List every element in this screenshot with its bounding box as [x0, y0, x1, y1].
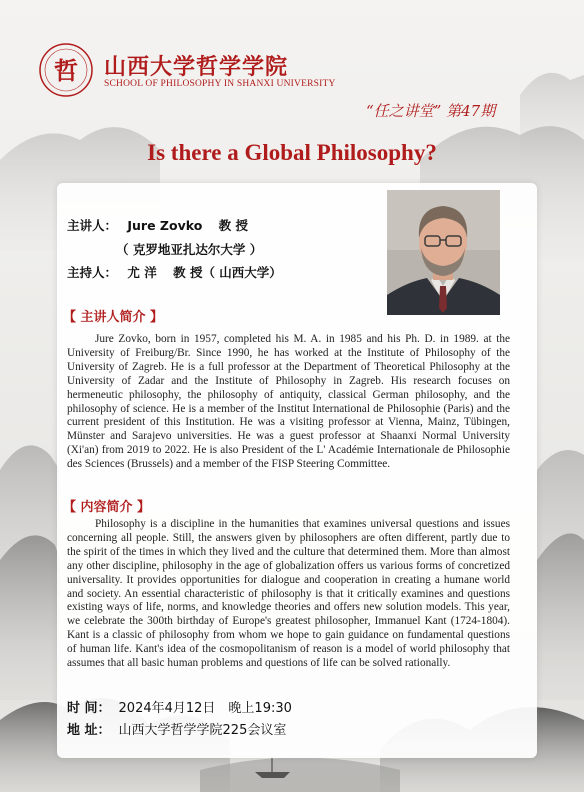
content-paragraph: Philosophy is a discipline in the humanities that examines universal questions and issues concerning all people. Still, the answers given by philosophers are often different, partly due to the spirit of the times in which they lived and the culture that determined them. More than almost any other discipline, philosophy in the age of globalization offers us various forms of concretized universality. It provides opportunities for dialogue and cooperation in creating a humane world and society. An essential characteristic of philosophy is that it critically examines and questions existing ways of life, norms, and knowledge theories and offers new solution models. This year, we celebrate the 300th birthday of Europe's greatest philosopher, Immanuel Kant (1724-1804). Kant is a classic of philosophy from whom we hope to gain guidance on fundamental questions of human life. Kant's idea of the cosmopolitanism of reason is a model of world philosophy that assumes that all basic human problems and questions of life can be solved rationally.	[67, 518, 510, 670]
speaker-affiliation: （ 克罗地亚扎达尔大学 ）	[116, 242, 263, 257]
place-value: 山西大学哲学学院225会议室	[118, 723, 287, 738]
speaker-name: Jure Zovko	[127, 218, 203, 233]
lecture-title: Is there a Global Philosophy?	[147, 140, 437, 165]
host-name: 尤 洋	[127, 265, 157, 280]
event-place	[67, 719, 286, 738]
bio-heading: 【 主讲人简介 】	[63, 310, 164, 325]
lecture-series: “任之讲堂” 第47期	[366, 102, 496, 120]
host-rank: 教 授（ 山西大学）	[173, 265, 282, 280]
host-line	[67, 263, 282, 281]
speaker-rank: 教 授	[218, 218, 249, 233]
content-heading: 【 内容简介 】	[63, 500, 151, 515]
time-label: 时 间：	[67, 701, 111, 716]
host-label: 主持人：	[67, 265, 118, 280]
place-label: 地 址：	[67, 723, 111, 738]
speaker-label: 主讲人：	[67, 218, 118, 233]
speaker-line	[67, 216, 248, 234]
school-seal-icon	[38, 42, 94, 98]
seal-char: 哲	[54, 56, 78, 85]
time-value: 2024年4月12日 晚上19:30	[118, 701, 292, 716]
bio-paragraph: Jure Zovko, born in 1957, completed his M. A. in 1985 and his Ph. D. in 1989. at the University of Freiburg/Br. Since 1990, he has worked at the Institute of Philosophy of the University of Zagreb. He is a full professor at the Department of Theoretical Philosophy at the University of Zadar and the Institute of Philosophy in Zagreb. His research focuses on hermeneutic philosophy, the philosophy of antiquity, classical German philosophy, and the philosophy of science. He is a member of the Institut International de Philosophie (Paris) and the current president of this Institution. He was a visiting professor at Vienna, Mainz, Tübingen, Münster and Sarajevo universities. He was a guest professor at Shaanxi Normal University (Xi'an) from 2019 to 2022. He is also President of the L' Académie Internationale de Philosophie des Sciences (Brussels) and a member of the FISP Steering Committee.	[67, 333, 510, 471]
portrait-illustration	[387, 190, 500, 315]
event-time	[67, 697, 292, 716]
speaker-portrait	[387, 190, 500, 315]
school-name-cn: 山西大学哲学学院	[104, 54, 289, 80]
school-name-en: SCHOOL OF PHILOSOPHY IN SHANXI UNIVERSITY	[104, 79, 336, 89]
